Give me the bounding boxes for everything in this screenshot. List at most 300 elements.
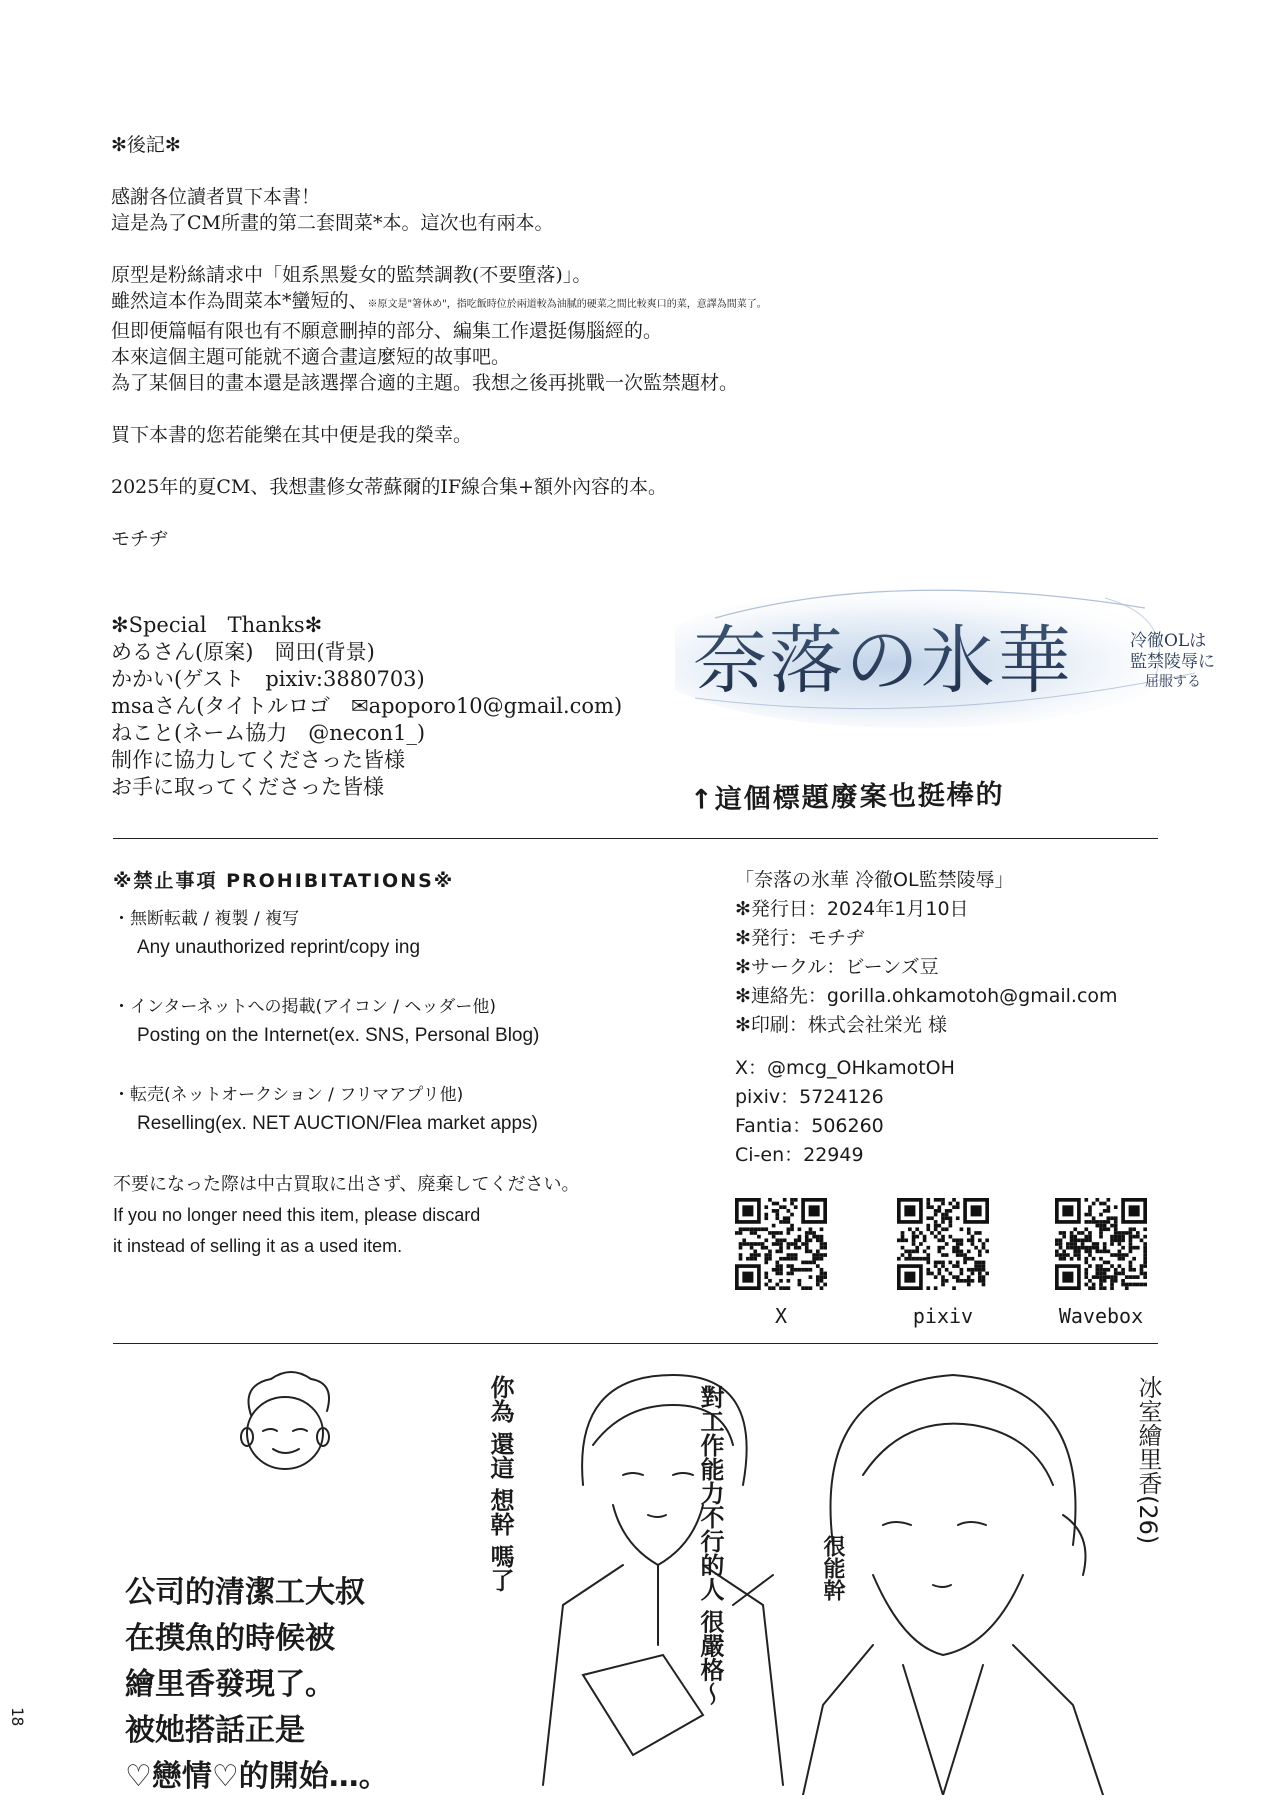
qr-module	[1062, 1250, 1066, 1254]
qr-module	[805, 1268, 809, 1272]
qr-module	[787, 1257, 791, 1261]
qr-module	[1070, 1242, 1074, 1246]
qr-module	[904, 1205, 915, 1216]
qr-module	[978, 1268, 982, 1272]
qr-module	[750, 1231, 754, 1235]
qr-module	[1121, 1253, 1125, 1257]
erika-doodle	[803, 1375, 1103, 1795]
contact-email: ✻連絡先：gorilla.ohkamotoh@gmail.com	[735, 985, 1118, 1007]
qr-module	[764, 1261, 768, 1265]
qr-module	[768, 1253, 772, 1257]
qr-module	[937, 1238, 941, 1242]
qr-module	[912, 1235, 916, 1239]
spacer	[111, 158, 951, 184]
qr-module	[934, 1264, 938, 1268]
qr-module	[790, 1264, 794, 1268]
qr-module	[750, 1242, 754, 1246]
qr-module	[790, 1253, 794, 1257]
qr-module	[1099, 1231, 1103, 1235]
qr-module	[967, 1268, 971, 1272]
qr-code-icon	[897, 1198, 989, 1290]
qr-module	[923, 1235, 927, 1239]
afterword-line: 為了某個目的畫本還是該選擇合適的主題。我想之後再挑戰一次監禁題材。	[111, 372, 739, 394]
qr-module	[1095, 1275, 1099, 1279]
qr-module	[775, 1231, 779, 1235]
qr-module	[1121, 1231, 1125, 1235]
qr-module	[1084, 1198, 1088, 1202]
qr-module	[1059, 1257, 1063, 1261]
afterword-line: 原型是粉絲請求中「姐系黑髮女的監禁調教(不要墮落)」。	[111, 264, 592, 286]
qr-module	[1084, 1275, 1088, 1279]
qr-module	[794, 1257, 798, 1261]
afterword-line	[111, 288, 951, 318]
qr-module	[1062, 1205, 1073, 1216]
qr-module	[1114, 1220, 1118, 1224]
qr-module	[1118, 1238, 1122, 1242]
qr-module	[772, 1242, 776, 1246]
qr-module	[1129, 1205, 1140, 1216]
qr-module	[1055, 1253, 1059, 1257]
qr-module	[1110, 1235, 1114, 1239]
qr-module	[937, 1246, 941, 1250]
qr-module	[739, 1246, 743, 1250]
qr-module	[764, 1246, 768, 1250]
afterword-line: 買下本書的您若能樂在其中便是我的榮幸。	[111, 424, 473, 446]
qr-module	[1099, 1202, 1103, 1206]
qr-module	[779, 1257, 783, 1261]
qr-module	[1129, 1268, 1133, 1272]
qr-module	[816, 1275, 820, 1279]
qr-module	[1077, 1253, 1081, 1257]
qr-module	[1136, 1235, 1140, 1239]
qr-module	[1099, 1220, 1103, 1224]
qr-module	[941, 1261, 945, 1265]
qr-module	[1073, 1238, 1077, 1242]
qr-wavebox	[1055, 1198, 1147, 1328]
qr-module	[919, 1231, 923, 1235]
qr-module	[1107, 1227, 1111, 1231]
qr-module	[974, 1264, 978, 1268]
qr-module	[798, 1227, 802, 1231]
qr-module	[1088, 1286, 1092, 1290]
qr-module	[967, 1275, 971, 1279]
qr-module	[772, 1209, 776, 1213]
qr-module	[978, 1264, 982, 1268]
qr-module	[1129, 1246, 1133, 1250]
qr-module	[967, 1231, 971, 1235]
qr-module	[812, 1261, 816, 1265]
thanks-line: ねこと(ネーム協力 @necon1_)	[111, 721, 426, 745]
logo-sub-text: 冷徹OLは	[1130, 631, 1207, 651]
qr-module	[775, 1202, 779, 1206]
qr-module	[1129, 1283, 1133, 1287]
qr-module	[820, 1227, 824, 1231]
qr-module	[923, 1250, 927, 1254]
qr-module	[1121, 1283, 1125, 1287]
qr-module	[1095, 1224, 1099, 1228]
qr-module	[912, 1250, 916, 1254]
qr-module	[764, 1213, 768, 1217]
qr-module	[908, 1253, 912, 1257]
qr-module	[764, 1253, 768, 1257]
qr-module	[1092, 1220, 1096, 1224]
qr-module	[1070, 1246, 1074, 1250]
qr-module	[787, 1272, 791, 1276]
qr-module	[820, 1246, 824, 1250]
prohibition-jp: ・無断転載 / 複製 / 複写	[113, 909, 300, 929]
thanks-line: 制作に協力してくださった皆様	[111, 748, 405, 772]
qr-module	[1092, 1286, 1096, 1290]
qr-module	[746, 1227, 750, 1231]
qr-module	[805, 1286, 809, 1290]
qr-module	[1081, 1238, 1085, 1242]
qr-module	[820, 1268, 824, 1272]
social-fantia: Fantia：506260	[735, 1115, 884, 1137]
qr-module	[1121, 1246, 1125, 1250]
qr-module	[960, 1272, 964, 1276]
prohibition-item	[113, 993, 693, 1051]
qr-module	[787, 1242, 791, 1246]
qr-module	[926, 1268, 930, 1272]
qr-module	[772, 1235, 776, 1239]
qr-module	[775, 1209, 779, 1213]
spacer	[111, 500, 951, 526]
qr-module	[1077, 1238, 1081, 1242]
qr-module	[823, 1246, 827, 1250]
qr-module	[820, 1279, 824, 1283]
qr-module	[801, 1268, 805, 1272]
qr-module	[1073, 1227, 1077, 1231]
qr-module	[787, 1216, 791, 1220]
qr-module	[783, 1220, 787, 1224]
qr-module	[971, 1272, 975, 1276]
comic-sketch	[113, 1345, 1173, 1795]
qr-module	[775, 1272, 779, 1276]
speech-mid	[693, 1385, 727, 1705]
qr-module	[783, 1286, 787, 1290]
qr-module	[787, 1264, 791, 1268]
qr-module	[963, 1253, 967, 1257]
qr-code-icon	[735, 1198, 827, 1290]
qr-module	[978, 1272, 982, 1276]
qr-module	[790, 1242, 794, 1246]
qr-module	[1132, 1283, 1136, 1287]
qr-module	[779, 1286, 783, 1290]
qr-module	[790, 1213, 794, 1217]
qr-module	[787, 1246, 791, 1250]
qr-module	[971, 1235, 975, 1239]
qr-module	[952, 1205, 956, 1209]
qr-module	[787, 1220, 791, 1224]
qr-module	[941, 1264, 945, 1268]
qr-module	[1107, 1209, 1111, 1213]
qr-module	[764, 1272, 768, 1276]
qr-module	[1118, 1272, 1122, 1276]
qr-module	[1121, 1235, 1125, 1239]
qr-module	[783, 1216, 787, 1220]
qr-module	[941, 1253, 945, 1257]
qr-module	[757, 1242, 761, 1246]
qr-module	[1084, 1257, 1088, 1261]
qr-module	[1129, 1227, 1133, 1231]
qr-module	[768, 1279, 772, 1283]
qr-module	[775, 1216, 779, 1220]
divider	[113, 838, 1158, 839]
thanks-line: かかい(ゲスト pixiv:3880703)	[111, 667, 425, 691]
prohibition-item	[113, 1081, 693, 1139]
qr-module	[1084, 1235, 1088, 1239]
qr-module	[1070, 1238, 1074, 1242]
qr-module	[775, 1242, 779, 1246]
qr-module	[963, 1261, 967, 1265]
qr-module	[1066, 1246, 1070, 1250]
qr-module	[816, 1235, 820, 1239]
qr-module	[930, 1205, 934, 1209]
qr-module	[930, 1272, 934, 1276]
qr-module	[742, 1205, 753, 1216]
qr-module	[1088, 1209, 1092, 1213]
qr-module	[1129, 1238, 1133, 1242]
qr-module	[1095, 1272, 1099, 1276]
qr-module	[934, 1275, 938, 1279]
qr-x	[735, 1198, 827, 1328]
qr-module	[945, 1213, 949, 1217]
qr-module	[952, 1286, 956, 1290]
qr-module	[1084, 1238, 1088, 1242]
qr-module	[1077, 1231, 1081, 1235]
qr-module	[1143, 1261, 1147, 1265]
speech-text: 你為	[486, 1375, 514, 1423]
qr-module	[926, 1202, 930, 1206]
qr-module	[1103, 1272, 1107, 1276]
qr-module	[982, 1261, 986, 1265]
qr-module	[1088, 1246, 1092, 1250]
qr-module	[1121, 1238, 1125, 1242]
qr-module	[753, 1253, 757, 1257]
office-woman-doodle	[543, 1375, 783, 1785]
qr-module	[937, 1250, 941, 1254]
qr-module	[930, 1231, 934, 1235]
qr-module	[790, 1202, 794, 1206]
qr-module	[764, 1283, 768, 1287]
qr-module	[982, 1268, 986, 1272]
qr-module	[956, 1279, 960, 1283]
qr-module	[1084, 1227, 1088, 1231]
qr-module	[956, 1246, 960, 1250]
qr-module	[949, 1202, 953, 1206]
qr-module	[1088, 1235, 1092, 1239]
qr-module	[739, 1257, 743, 1261]
qr-module	[1103, 1268, 1107, 1272]
qr-module	[949, 1261, 953, 1265]
qr-module	[1059, 1238, 1063, 1242]
logo-sub-text: 屈服する	[1145, 674, 1201, 690]
qr-module	[790, 1198, 794, 1202]
qr-module	[937, 1231, 941, 1235]
qr-module	[1107, 1261, 1111, 1265]
qr-module	[960, 1238, 964, 1242]
qr-module	[934, 1220, 938, 1224]
qr-module	[761, 1242, 765, 1246]
qr-module	[949, 1209, 953, 1213]
qr-module	[753, 1250, 757, 1254]
qr-module	[1110, 1286, 1114, 1290]
qr-module	[971, 1242, 975, 1246]
qr-module	[783, 1198, 787, 1202]
qr-module	[779, 1272, 783, 1276]
qr-module	[1129, 1235, 1133, 1239]
qr-module	[820, 1286, 824, 1290]
qr-module	[945, 1242, 949, 1246]
qr-module	[787, 1209, 791, 1213]
qr-module	[779, 1268, 783, 1272]
qr-module	[901, 1246, 905, 1250]
qr-module	[779, 1250, 783, 1254]
qr-module	[772, 1224, 776, 1228]
spacer	[111, 236, 951, 262]
qr-module	[798, 1238, 802, 1242]
speech-text: 嗎了	[486, 1544, 514, 1593]
qr-module	[901, 1253, 905, 1257]
qr-module	[949, 1272, 953, 1276]
qr-module	[1143, 1253, 1147, 1257]
qr-module	[816, 1279, 820, 1283]
qr-module	[1118, 1257, 1122, 1261]
qr-module	[1114, 1227, 1118, 1231]
qr-module	[1070, 1235, 1074, 1239]
qr-module	[952, 1238, 956, 1242]
qr-module	[1121, 1279, 1125, 1283]
qr-module	[1062, 1272, 1073, 1283]
qr-module	[912, 1231, 916, 1235]
qr-module	[1062, 1231, 1066, 1235]
qr-module	[750, 1227, 754, 1231]
qr-module	[982, 1246, 986, 1250]
qr-module	[823, 1253, 827, 1257]
qr-module	[1092, 1242, 1096, 1246]
qr-module	[1114, 1235, 1118, 1239]
qr-module	[974, 1268, 978, 1272]
qr-module	[775, 1250, 779, 1254]
qr-module	[783, 1257, 787, 1261]
qr-module	[897, 1257, 901, 1261]
qr-module	[915, 1246, 919, 1250]
qr-module	[746, 1242, 750, 1246]
qr-module	[1099, 1275, 1103, 1279]
qr-module	[1125, 1286, 1129, 1290]
qr-module	[772, 1268, 776, 1272]
speech-text: 對工作能力不行的人	[696, 1385, 724, 1601]
qr-module	[908, 1257, 912, 1261]
qr-module	[764, 1275, 768, 1279]
qr-module	[801, 1261, 805, 1265]
qr-module	[1110, 1275, 1114, 1279]
qr-module	[757, 1227, 761, 1231]
qr-module	[912, 1257, 916, 1261]
qr-module	[1143, 1250, 1147, 1254]
qr-module	[941, 1246, 945, 1250]
qr-module	[820, 1242, 824, 1246]
qr-module	[1103, 1246, 1107, 1250]
qr-label: pixiv	[912, 1304, 974, 1328]
qr-module	[764, 1205, 768, 1209]
qr-module	[1129, 1231, 1133, 1235]
capable-note: 很能幹	[820, 1535, 845, 1601]
qr-module	[1103, 1202, 1107, 1206]
title-logo	[675, 578, 1235, 728]
qr-module	[1059, 1242, 1063, 1246]
qr-module	[790, 1257, 794, 1261]
qr-module	[971, 1238, 975, 1242]
qr-module	[1055, 1242, 1059, 1246]
qr-module	[768, 1231, 772, 1235]
character-name: 冰室繪里香(26)	[1134, 1375, 1162, 1545]
qr-label: Wavebox	[1058, 1304, 1144, 1328]
qr-module	[912, 1238, 916, 1242]
qr-module	[735, 1231, 739, 1235]
discard-notice-jp: 不要になった際は中古買取に出さず、廃棄してください。	[113, 1174, 580, 1194]
qr-module	[1088, 1213, 1092, 1217]
qr-module	[775, 1268, 779, 1272]
qr-module	[816, 1264, 820, 1268]
qr-module	[934, 1224, 938, 1228]
qr-module	[941, 1275, 945, 1279]
qr-module	[1143, 1235, 1147, 1239]
qr-module	[1114, 1253, 1118, 1257]
qr-module	[1107, 1216, 1111, 1220]
qr-module	[904, 1238, 908, 1242]
qr-module	[1143, 1283, 1147, 1287]
qr-module	[926, 1261, 930, 1265]
divider	[113, 1343, 1158, 1344]
qr-module	[1121, 1272, 1125, 1276]
qr-module	[937, 1224, 941, 1228]
qr-module	[823, 1272, 827, 1276]
qr-module	[1110, 1253, 1114, 1257]
qr-module	[798, 1235, 802, 1239]
qr-module	[772, 1202, 776, 1206]
qr-module	[1107, 1220, 1111, 1224]
qr-module	[779, 1231, 783, 1235]
caption-line: 公司的清潔工大叔	[125, 1575, 365, 1610]
qr-module	[1132, 1257, 1136, 1261]
qr-module	[982, 1264, 986, 1268]
publisher: ✻発行：モチヂ	[735, 927, 865, 949]
qr-module	[1132, 1227, 1136, 1231]
qr-module	[1084, 1268, 1088, 1272]
qr-module	[1088, 1264, 1092, 1268]
logo-sub-text: 監禁陵辱に	[1130, 652, 1215, 672]
afterword-line-text: 雖然這本作為間菜本*蠻短的、	[111, 290, 368, 312]
qr-module	[1088, 1238, 1092, 1242]
qr-module	[1077, 1250, 1081, 1254]
qr-module	[1114, 1205, 1118, 1209]
qr-module	[956, 1202, 960, 1206]
qr-module	[956, 1275, 960, 1279]
qr-module	[1095, 1246, 1099, 1250]
qr-module	[960, 1253, 964, 1257]
qr-module	[978, 1231, 982, 1235]
page-number-text: 18	[8, 1707, 27, 1727]
qr-module	[805, 1238, 809, 1242]
qr-module	[982, 1275, 986, 1279]
qr-module	[1088, 1220, 1092, 1224]
qr-module	[787, 1253, 791, 1257]
qr-module	[982, 1242, 986, 1246]
qr-module	[1129, 1275, 1133, 1279]
qr-module	[1129, 1242, 1133, 1246]
qr-module	[805, 1235, 809, 1239]
